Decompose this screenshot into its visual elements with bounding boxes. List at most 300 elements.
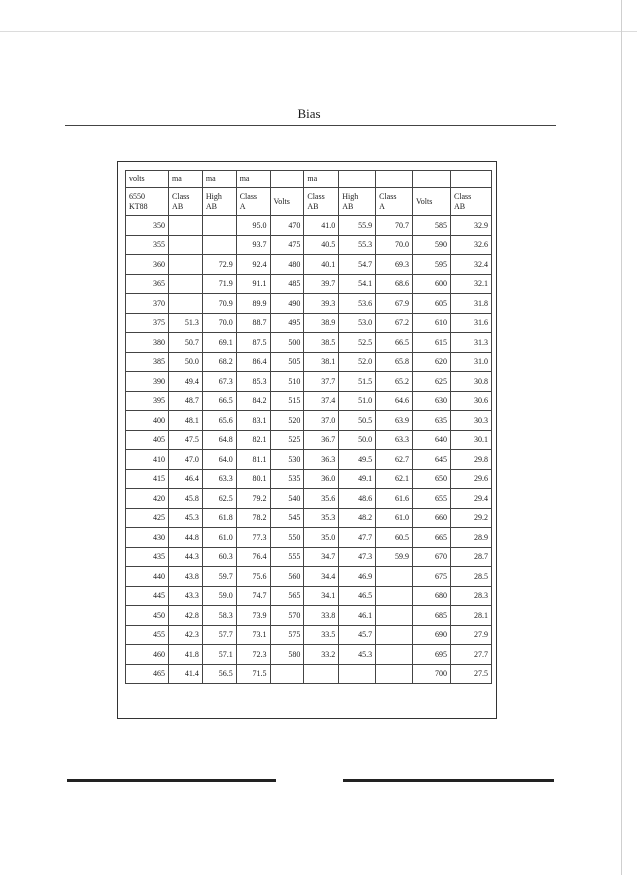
table-cell: 40.1 — [304, 255, 339, 275]
table-cell: 85.3 — [236, 372, 270, 392]
table-cell: 600 — [413, 274, 451, 294]
table-cell: 61.0 — [202, 528, 236, 548]
table-cell: 685 — [413, 606, 451, 626]
table-row — [126, 586, 492, 606]
table-cell: 410 — [126, 450, 169, 470]
header-label-line2: AB — [172, 201, 184, 211]
table-cell: 63.3 — [202, 469, 236, 489]
table-cell: 64.0 — [202, 450, 236, 470]
table-cell: 595 — [413, 255, 451, 275]
header-row-units — [126, 171, 492, 188]
table-cell: 56.5 — [202, 664, 236, 684]
table-cell: 41.4 — [169, 664, 203, 684]
bias-table — [125, 170, 492, 684]
bias-table-body — [126, 216, 492, 684]
table-cell: 59.9 — [376, 547, 413, 567]
table-cell: 550 — [270, 528, 304, 548]
table-cell: 450 — [126, 606, 169, 626]
table-cell: 88.7 — [236, 313, 270, 333]
table-cell: 69.1 — [202, 333, 236, 353]
table-cell: 30.3 — [450, 411, 491, 431]
table-cell — [169, 255, 203, 275]
table-cell: 540 — [270, 489, 304, 509]
table-cell: 45.3 — [169, 508, 203, 528]
table-cell: 530 — [270, 450, 304, 470]
table-cell: 500 — [270, 333, 304, 353]
table-cell: 65.8 — [376, 352, 413, 372]
table-cell: 615 — [413, 333, 451, 353]
table-row — [126, 489, 492, 509]
table-cell: 45.8 — [169, 489, 203, 509]
table-cell: 76.4 — [236, 547, 270, 567]
table-cell: 575 — [270, 625, 304, 645]
table-cell: 49.5 — [339, 450, 376, 470]
table-cell: 64.8 — [202, 430, 236, 450]
table-cell: 87.5 — [236, 333, 270, 353]
table-cell: 590 — [413, 235, 451, 255]
table-cell: 72.3 — [236, 645, 270, 665]
table-cell: 360 — [126, 255, 169, 275]
table-cell: 365 — [126, 274, 169, 294]
table-cell: 43.8 — [169, 567, 203, 587]
table-cell: 79.2 — [236, 489, 270, 509]
table-cell: 52.5 — [339, 333, 376, 353]
header-label-line1: Class — [307, 192, 325, 202]
table-cell: 51.3 — [169, 313, 203, 333]
table-cell: 53.6 — [339, 294, 376, 314]
table-cell: 660 — [413, 508, 451, 528]
table-cell: 470 — [270, 216, 304, 236]
table-cell: 545 — [270, 508, 304, 528]
table-cell: 460 — [126, 645, 169, 665]
table-cell: 57.7 — [202, 625, 236, 645]
table-row — [126, 645, 492, 665]
table-row — [126, 450, 492, 470]
table-cell: 93.7 — [236, 235, 270, 255]
table-cell: 32.1 — [450, 274, 491, 294]
table-cell: 42.8 — [169, 606, 203, 626]
header-cell — [304, 188, 339, 216]
header-label-line2: A — [239, 201, 246, 211]
table-cell: 53.0 — [339, 313, 376, 333]
table-cell: 70.7 — [376, 216, 413, 236]
table-cell — [376, 586, 413, 606]
table-cell: 425 — [126, 508, 169, 528]
table-cell: 63.3 — [376, 430, 413, 450]
table-cell: 630 — [413, 391, 451, 411]
title-rule — [65, 125, 556, 126]
table-cell: 33.8 — [304, 606, 339, 626]
table-row — [126, 567, 492, 587]
table-cell: 535 — [270, 469, 304, 489]
table-cell — [202, 235, 236, 255]
table-cell: 50.0 — [339, 430, 376, 450]
table-cell: 27.9 — [450, 625, 491, 645]
table-cell: 78.2 — [236, 508, 270, 528]
table-cell: 31.0 — [450, 352, 491, 372]
table-cell: 83.1 — [236, 411, 270, 431]
table-cell: 34.4 — [304, 567, 339, 587]
table-row — [126, 294, 492, 314]
table-cell: 375 — [126, 313, 169, 333]
table-cell: 68.2 — [202, 352, 236, 372]
table-cell: 380 — [126, 333, 169, 353]
page-title: Bias — [297, 106, 321, 121]
table-cell: 31.8 — [450, 294, 491, 314]
table-cell: 455 — [126, 625, 169, 645]
table-cell: 44.8 — [169, 528, 203, 548]
header-label-line1: Class — [172, 192, 190, 202]
table-cell: 62.7 — [376, 450, 413, 470]
table-cell: 59.0 — [202, 586, 236, 606]
table-row — [126, 255, 492, 275]
table-cell: 610 — [413, 313, 451, 333]
table-cell: 690 — [413, 625, 451, 645]
table-cell: 66.5 — [376, 333, 413, 353]
table-cell: 30.1 — [450, 430, 491, 450]
table-row — [126, 430, 492, 450]
table-cell: 385 — [126, 352, 169, 372]
table-cell: 440 — [126, 567, 169, 587]
table-cell: 475 — [270, 235, 304, 255]
table-cell: 63.9 — [376, 411, 413, 431]
table-cell: 415 — [126, 469, 169, 489]
table-cell: 38.5 — [304, 333, 339, 353]
table-cell: 77.3 — [236, 528, 270, 548]
table-cell: 430 — [126, 528, 169, 548]
table-cell: 445 — [126, 586, 169, 606]
table-cell: 47.7 — [339, 528, 376, 548]
table-cell: 61.6 — [376, 489, 413, 509]
table-cell: 62.5 — [202, 489, 236, 509]
table-cell — [376, 664, 413, 684]
table-cell: 36.0 — [304, 469, 339, 489]
table-cell: 46.1 — [339, 606, 376, 626]
table-cell: 51.5 — [339, 372, 376, 392]
table-row — [126, 664, 492, 684]
table-cell: 400 — [126, 411, 169, 431]
table-cell: 84.2 — [236, 391, 270, 411]
header-cell — [450, 188, 491, 216]
table-cell: 480 — [270, 255, 304, 275]
table-cell: 62.1 — [376, 469, 413, 489]
table-cell: 70.9 — [202, 294, 236, 314]
table-cell: 60.5 — [376, 528, 413, 548]
table-cell: 465 — [126, 664, 169, 684]
table-cell: 61.8 — [202, 508, 236, 528]
table-cell: 80.1 — [236, 469, 270, 489]
table-cell: 28.7 — [450, 547, 491, 567]
table-cell: 44.3 — [169, 547, 203, 567]
footer-rule-right — [343, 779, 554, 782]
table-cell: 495 — [270, 313, 304, 333]
table-cell: 32.6 — [450, 235, 491, 255]
table-cell: 560 — [270, 567, 304, 587]
table-row — [126, 411, 492, 431]
table-cell: 60.3 — [202, 547, 236, 567]
table-cell: 39.7 — [304, 274, 339, 294]
header-cell — [236, 188, 270, 216]
header-cell — [202, 188, 236, 216]
table-cell: 46.9 — [339, 567, 376, 587]
table-cell: 91.1 — [236, 274, 270, 294]
table-cell: 31.3 — [450, 333, 491, 353]
table-cell: 71.9 — [202, 274, 236, 294]
table-cell: 45.3 — [339, 645, 376, 665]
table-cell: 27.7 — [450, 645, 491, 665]
table-cell: 39.3 — [304, 294, 339, 314]
table-cell: 69.3 — [376, 255, 413, 275]
table-cell: 48.6 — [339, 489, 376, 509]
table-cell: 585 — [413, 216, 451, 236]
header-cell — [450, 171, 491, 188]
table-cell: 58.3 — [202, 606, 236, 626]
table-row — [126, 274, 492, 294]
table-cell: 350 — [126, 216, 169, 236]
table-cell: 51.0 — [339, 391, 376, 411]
table-cell: 29.4 — [450, 489, 491, 509]
table-cell: 405 — [126, 430, 169, 450]
table-cell: 70.0 — [202, 313, 236, 333]
header-cell — [339, 188, 376, 216]
table-cell: 67.3 — [202, 372, 236, 392]
table-cell: 34.1 — [304, 586, 339, 606]
table-cell: 700 — [413, 664, 451, 684]
table-cell: 28.3 — [450, 586, 491, 606]
header-label-line2: AB — [453, 201, 466, 211]
right-border-line — [621, 0, 622, 875]
top-border-line — [0, 31, 637, 32]
table-row — [126, 528, 492, 548]
table-cell: 645 — [413, 450, 451, 470]
header-cell — [339, 171, 376, 188]
header-label-line1: Class — [453, 192, 472, 202]
table-cell: 680 — [413, 586, 451, 606]
footer-rule-left — [67, 779, 276, 782]
table-cell: 490 — [270, 294, 304, 314]
header-label-line2: A — [379, 201, 385, 211]
header-label-line1: High — [205, 192, 222, 202]
table-cell: 59.7 — [202, 567, 236, 587]
table-cell — [270, 664, 304, 684]
header-cell: Volts — [413, 188, 451, 216]
table-cell: 71.5 — [236, 664, 270, 684]
table-cell: 57.1 — [202, 645, 236, 665]
table-row — [126, 333, 492, 353]
table-row — [126, 216, 492, 236]
header-label-line2: AB — [307, 201, 319, 211]
table-cell: 50.0 — [169, 352, 203, 372]
table-row — [126, 313, 492, 333]
table-cell — [376, 567, 413, 587]
table-cell: 29.6 — [450, 469, 491, 489]
table-cell: 695 — [413, 645, 451, 665]
table-cell: 49.1 — [339, 469, 376, 489]
table-cell: 43.3 — [169, 586, 203, 606]
table-cell: 570 — [270, 606, 304, 626]
table-cell: 29.8 — [450, 450, 491, 470]
table-cell: 395 — [126, 391, 169, 411]
header-row-labels — [126, 188, 492, 216]
table-cell: 64.6 — [376, 391, 413, 411]
header-cell — [169, 188, 203, 216]
table-cell: 505 — [270, 352, 304, 372]
table-cell: 54.7 — [339, 255, 376, 275]
table-cell: 66.5 — [202, 391, 236, 411]
header-cell — [413, 171, 451, 188]
table-cell: 625 — [413, 372, 451, 392]
table-cell: 605 — [413, 294, 451, 314]
table-cell: 435 — [126, 547, 169, 567]
table-cell: 75.6 — [236, 567, 270, 587]
header-cell — [376, 171, 413, 188]
table-cell: 35.6 — [304, 489, 339, 509]
table-cell: 31.6 — [450, 313, 491, 333]
table-row — [126, 372, 492, 392]
header-label-line1: High — [342, 192, 359, 202]
table-cell: 72.9 — [202, 255, 236, 275]
table-cell — [169, 294, 203, 314]
table-cell: 47.0 — [169, 450, 203, 470]
table-cell: 37.7 — [304, 372, 339, 392]
table-cell: 45.7 — [339, 625, 376, 645]
header-cell: ma — [202, 171, 236, 188]
table-cell: 50.5 — [339, 411, 376, 431]
table-cell: 34.7 — [304, 547, 339, 567]
table-cell — [376, 606, 413, 626]
table-cell — [169, 274, 203, 294]
table-row — [126, 606, 492, 626]
header-cell — [376, 188, 413, 216]
table-cell: 420 — [126, 489, 169, 509]
header-cell — [126, 188, 169, 216]
table-cell: 565 — [270, 586, 304, 606]
table-cell: 65.2 — [376, 372, 413, 392]
table-cell: 35.3 — [304, 508, 339, 528]
table-cell: 35.0 — [304, 528, 339, 548]
table-cell: 635 — [413, 411, 451, 431]
table-cell: 580 — [270, 645, 304, 665]
header-cell — [270, 171, 304, 188]
table-cell: 555 — [270, 547, 304, 567]
header-tube-line1: 6550 — [129, 192, 145, 202]
table-cell: 27.5 — [450, 664, 491, 684]
table-cell: 390 — [126, 372, 169, 392]
table-cell: 620 — [413, 352, 451, 372]
table-row — [126, 235, 492, 255]
header-label-line2: AB — [205, 201, 217, 211]
table-cell: 485 — [270, 274, 304, 294]
table-cell: 48.7 — [169, 391, 203, 411]
table-cell: 355 — [126, 235, 169, 255]
table-cell: 81.1 — [236, 450, 270, 470]
table-cell: 48.1 — [169, 411, 203, 431]
table-cell: 41.0 — [304, 216, 339, 236]
table-cell: 520 — [270, 411, 304, 431]
table-cell: 30.6 — [450, 391, 491, 411]
table-cell: 46.5 — [339, 586, 376, 606]
table-cell: 68.6 — [376, 274, 413, 294]
table-cell: 28.1 — [450, 606, 491, 626]
table-cell — [169, 216, 203, 236]
table-cell: 47.3 — [339, 547, 376, 567]
table-cell: 650 — [413, 469, 451, 489]
table-cell — [376, 645, 413, 665]
table-cell: 89.9 — [236, 294, 270, 314]
table-cell: 48.2 — [339, 508, 376, 528]
table-cell: 32.9 — [450, 216, 491, 236]
header-label-line1: Class — [239, 192, 258, 202]
table-cell: 70.0 — [376, 235, 413, 255]
table-cell: 32.4 — [450, 255, 491, 275]
table-cell: 46.4 — [169, 469, 203, 489]
table-cell: 36.7 — [304, 430, 339, 450]
table-row — [126, 547, 492, 567]
table-cell: 28.5 — [450, 567, 491, 587]
table-row — [126, 508, 492, 528]
table-cell: 41.8 — [169, 645, 203, 665]
table-cell: 38.1 — [304, 352, 339, 372]
table-cell: 510 — [270, 372, 304, 392]
table-cell — [169, 235, 203, 255]
table-cell — [376, 625, 413, 645]
table-cell: 54.1 — [339, 274, 376, 294]
table-cell: 74.7 — [236, 586, 270, 606]
table-cell: 640 — [413, 430, 451, 450]
table-cell: 28.9 — [450, 528, 491, 548]
table-row — [126, 625, 492, 645]
table-cell: 50.7 — [169, 333, 203, 353]
table-cell: 30.8 — [450, 372, 491, 392]
table-cell: 73.9 — [236, 606, 270, 626]
table-cell: 61.0 — [376, 508, 413, 528]
table-cell: 33.2 — [304, 645, 339, 665]
table-row — [126, 352, 492, 372]
table-cell: 37.4 — [304, 391, 339, 411]
table-cell: 42.3 — [169, 625, 203, 645]
table-cell: 55.3 — [339, 235, 376, 255]
table-cell: 67.9 — [376, 294, 413, 314]
table-cell: 675 — [413, 567, 451, 587]
table-cell: 370 — [126, 294, 169, 314]
table-cell: 73.1 — [236, 625, 270, 645]
table-cell — [339, 664, 376, 684]
header-tube-line2: KT88 — [129, 201, 148, 211]
table-cell: 670 — [413, 547, 451, 567]
table-cell: 95.0 — [236, 216, 270, 236]
table-cell: 37.0 — [304, 411, 339, 431]
table-cell: 33.5 — [304, 625, 339, 645]
table-cell: 92.4 — [236, 255, 270, 275]
table-cell: 86.4 — [236, 352, 270, 372]
table-cell: 38.9 — [304, 313, 339, 333]
table-row — [126, 469, 492, 489]
header-cell: volts — [126, 171, 169, 188]
table-cell: 52.0 — [339, 352, 376, 372]
table-cell: 515 — [270, 391, 304, 411]
header-label-line1: Class — [379, 192, 397, 202]
table-cell: 655 — [413, 489, 451, 509]
table-cell: 40.5 — [304, 235, 339, 255]
header-cell: ma — [169, 171, 203, 188]
table-cell — [202, 216, 236, 236]
table-row — [126, 391, 492, 411]
table-cell: 67.2 — [376, 313, 413, 333]
table-cell: 665 — [413, 528, 451, 548]
table-cell: 29.2 — [450, 508, 491, 528]
table-cell: 55.9 — [339, 216, 376, 236]
header-cell: Volts — [270, 188, 304, 216]
